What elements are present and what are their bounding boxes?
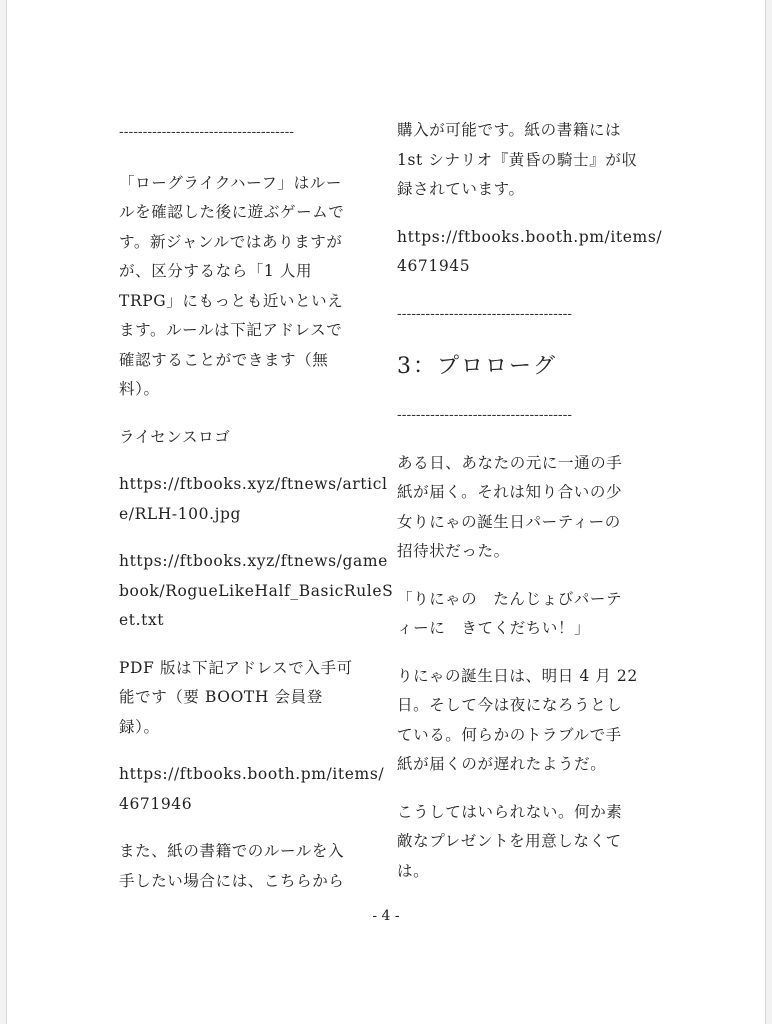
text-line: 「りにゃの たんじょびパーテ: [397, 589, 623, 608]
text-line: 手したい場合には、こちらから: [119, 871, 345, 890]
paragraph: [119, 423, 369, 453]
text-line: は。: [397, 861, 430, 880]
text-line: ライセンスロゴ: [119, 427, 231, 446]
url-text-line: 4671945: [397, 257, 471, 275]
text-line: ている。何らかのトラブルで手: [397, 725, 622, 744]
text-line: ィーに きてくだちい！」: [397, 619, 591, 637]
paragraph: [397, 798, 647, 887]
text-line: ます。ルールは下記アドレスで: [119, 321, 343, 339]
url-text-line: https://ftbooks.booth.pm/items/: [397, 227, 663, 246]
url-text-line: https://ftbooks.xyz/ftnews/articl: [119, 475, 388, 493]
paragraph: [397, 223, 663, 282]
text-line: 紙が届くのが遅れたようだ。: [397, 755, 607, 773]
paragraph: [397, 116, 647, 205]
section-divider: -------------------------------------: [397, 305, 573, 322]
text-line: 録されています。: [397, 180, 525, 198]
text-line: 購入が可能です。紙の書籍には: [397, 121, 622, 139]
text-line: また、紙の書籍でのルールを入: [119, 842, 345, 860]
text-line: 女りにゃの誕生日パーティーの: [397, 512, 621, 531]
text-line: りにゃの誕生日は、明日 4 月 22: [397, 666, 638, 685]
paragraph: [119, 547, 394, 636]
left-column: [119, 0, 394, 914]
url-text-line: book/RogueLikeHalf_BasicRuleS: [119, 581, 394, 600]
text-line: TRPG」にもっとも近いといえ: [119, 291, 344, 310]
text-line: 紙が届く。それは知り合いの少: [397, 483, 623, 501]
text-line: 招待状だった。: [397, 542, 510, 560]
paragraph: [397, 449, 647, 567]
section-divider: -------------------------------------: [119, 124, 295, 140]
text-line: 能です（要 BOOTH 会員登: [119, 688, 323, 706]
paragraph: [119, 470, 388, 529]
text-line: 料）。: [119, 380, 160, 398]
section-heading: 3：プロローグ: [397, 354, 557, 379]
url-text-line: 4671946: [119, 794, 193, 813]
text-line: ある日、あなたの元に一通の手: [397, 453, 623, 472]
paragraph: [119, 760, 385, 819]
text-line: ルを確認した後に遊ぶゲームで: [119, 203, 345, 221]
paragraph: [119, 837, 369, 896]
url-text-line: https://ftbooks.booth.pm/items/: [119, 765, 385, 783]
paragraph: [119, 169, 369, 405]
paragraph: [119, 654, 369, 743]
page-number: - 4 -: [372, 908, 400, 924]
url-text-line: et.txt: [119, 611, 165, 629]
text-line: 録）。: [119, 717, 160, 736]
right-column: [397, 0, 663, 904]
url-text-line: e/RLH-100.jpg: [119, 504, 242, 523]
paragraph: [397, 585, 647, 644]
text-line: 「ローグライクハーフ」はルー: [119, 173, 342, 192]
text-line: が、区分するなら「1 人用: [119, 262, 313, 280]
document-page: [6, 0, 766, 1024]
section-divider: -------------------------------------: [397, 407, 573, 423]
text-line: す。新ジャンルではありますが: [119, 232, 343, 251]
url-text-line: https://ftbooks.xyz/ftnews/game: [119, 552, 388, 570]
text-line: 確認することができます（無: [119, 350, 329, 369]
text-line: こうしてはいられない。何か素: [397, 802, 623, 821]
paragraph: [397, 662, 647, 780]
text-line: 日。そして今は夜になろうとし: [397, 696, 623, 714]
text-line: 敵なプレゼントを用意しなくて: [397, 832, 622, 850]
text-line: 1st シナリオ『黄昏の騎士』が収: [397, 150, 638, 169]
text-line: PDF 版は下記アドレスで入手可: [119, 658, 353, 677]
